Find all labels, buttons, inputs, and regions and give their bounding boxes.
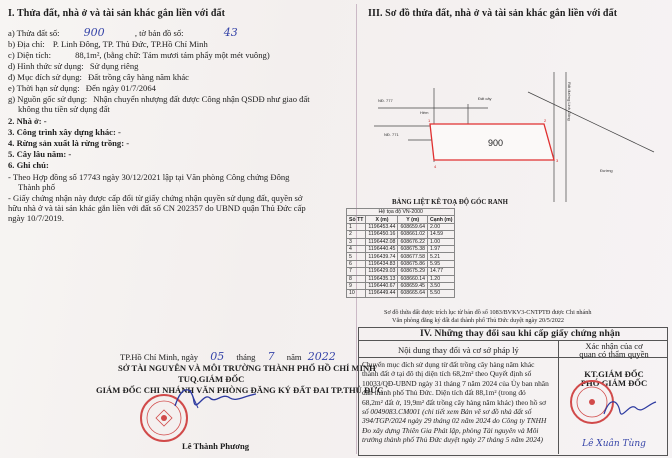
- forest-line: 4. Rừng sản xuất là rừng trồng: -: [8, 138, 130, 148]
- map-road-far: Đường: [600, 168, 613, 173]
- origin-line-2: không thu tiền sử dụng đất: [18, 104, 110, 114]
- table-cell: 5.95: [427, 260, 454, 267]
- map-road-right: Rất đường Linh Đông: [567, 82, 572, 121]
- table-row: [347, 282, 455, 289]
- table-cell: 5: [347, 253, 366, 260]
- issue-date-line: TP.Hồ Chí Minh, ngày 05 tháng 7 năm 2022: [120, 350, 336, 363]
- map-note: Đất cây: [478, 96, 492, 101]
- note-line-5: ngày 10/7/2019.: [8, 213, 64, 223]
- coord-col-header: X (m): [366, 216, 398, 223]
- table-cell: 608661.02: [398, 231, 428, 238]
- changes-line: dân thành phố Thủ Đức. Diện tích đất 88,1m² (trong đó: [362, 388, 526, 398]
- table-cell: 1196429.03: [366, 268, 398, 275]
- col-content-header: Nội dung thay đổi và cơ sở pháp lý: [398, 345, 519, 355]
- changes-content: [362, 360, 556, 445]
- note-line-3: - Giấy chứng nhận này được cấp đổi từ giấy chứng nhận quyền sử dụng đất, quyền sở: [8, 193, 303, 203]
- table-cell: 1196453.44: [366, 223, 398, 230]
- map-road-left: Hẻm: [420, 110, 429, 115]
- map-caption-1: Sơ đồ thửa đất được trích lục từ bản đồ số 1083/BVKV3-CNTPTĐ được Chi nhánh: [384, 309, 592, 316]
- changes-line: số 0049083.CM001 (chi tiết xem Bản vẽ sơ đồ nhà đất số: [362, 407, 532, 417]
- changes-line: Đo xây dựng Thiên Gia Phát lập, phòng Tài nguyên và Môi: [362, 425, 539, 435]
- coord-table: [346, 208, 455, 298]
- confirm-title-2: PHÓ GIÁM ĐỐC: [580, 378, 648, 388]
- table-cell: 1.97: [427, 245, 454, 252]
- signature-right: [600, 390, 660, 424]
- table-row: [347, 231, 455, 238]
- changes-line: 10033/QĐ-UBND ngày 31 tháng 7 năm 2024 của Ủy ban nhân: [362, 378, 549, 388]
- table-cell: 1196450.16: [366, 231, 398, 238]
- changes-line: trường thành phố Thủ Đức duyệt ngày 27 tháng 5 năm 2024): [362, 435, 543, 445]
- table-cell: 608676.22: [398, 238, 428, 245]
- svg-text:2: 2: [544, 118, 547, 123]
- parcel-line: a) Thửa đất số: 900 , tờ bản đồ số: 43: [8, 26, 238, 39]
- changes-line: Chuyển mục đích sử dụng từ đất trồng cây hàng năm khác: [362, 360, 535, 369]
- term-line: e) Thời hạn sử dụng: Đến ngày 01/7/2064: [8, 83, 156, 93]
- usage-form-line: d) Hình thức sử dụng: Sử dụng riêng: [8, 61, 139, 71]
- table-cell: 608659.45: [398, 282, 428, 289]
- table-cell: 608659.64: [398, 223, 428, 230]
- table-cell: 2.00: [427, 223, 454, 230]
- table-cell: 5.50: [427, 290, 454, 297]
- table-cell: 608660.14: [398, 275, 428, 282]
- table-cell: 1196440.45: [366, 245, 398, 252]
- table-cell: 1196434.83: [366, 260, 398, 267]
- table-row: [347, 268, 455, 275]
- table-cell: 1196440.67: [366, 282, 398, 289]
- coord-col-header: Số TT: [347, 216, 366, 223]
- table-cell: 8: [347, 275, 366, 282]
- table-cell: 608675.29: [398, 268, 428, 275]
- table-cell: 2: [347, 231, 366, 238]
- table-cell: 1196449.44: [366, 290, 398, 297]
- dept-name: SỞ TÀI NGUYÊN VÀ MÔI TRƯỜNG THÀNH PHỐ HỒ CHÍ MINH: [118, 363, 376, 373]
- signature-left: [170, 378, 260, 418]
- table-cell: 5.21: [427, 253, 454, 260]
- coord-col-header: Y (m): [398, 216, 428, 223]
- table-cell: 3: [347, 238, 366, 245]
- changes-line: 394/TGP/2024 ngày 29 tháng 02 năm 2024 do Công ty TNHH: [362, 416, 547, 426]
- table-cell: 3.50: [427, 282, 454, 289]
- table-cell: 6: [347, 260, 366, 267]
- table-cell: 608675.38: [398, 245, 428, 252]
- coord-table-sub: Hệ tọa độ VN-2000: [347, 209, 455, 216]
- note-line-1: - Theo Hợp đồng số 17743 ngày 30/12/2021 lập tại Văn phòng Công chứng Đông: [8, 172, 290, 182]
- svg-text:1: 1: [428, 118, 431, 123]
- svg-text:4: 4: [434, 164, 437, 169]
- table-row: [347, 238, 455, 245]
- changes-line: thành đất ở tại đô thị diện tích 68,2m² theo Quyết định số: [362, 369, 532, 379]
- table-row: [347, 245, 455, 252]
- table-cell: 1196442.08: [366, 238, 398, 245]
- area-line: c) Diện tích: 88,1m², (bằng chữ: Tám mươi tám phẩy một mét vuông): [8, 50, 270, 60]
- table-cell: 1196435.13: [366, 275, 398, 282]
- changes-line: 68,2m² đất ở, 19,9m² đất trồng cây hàng năm khác) theo hồ sơ: [362, 397, 547, 407]
- note-line-2: Thành phố: [18, 182, 55, 192]
- map-caption-2: Văn phòng đăng ký đất đai thành phố Thủ Đức duyệt ngày 20/5/2022: [392, 317, 564, 324]
- director-title: GIÁM ĐỐC CHI NHÁNH VĂN PHÒNG ĐĂNG KÝ ĐẤT ĐAI TP.THỦ ĐỨC: [96, 385, 384, 395]
- table-cell: 10: [347, 290, 366, 297]
- coord-table-title: BẢNG LIỆT KÊ TOẠ ĐỘ GÓC RANH: [392, 199, 508, 206]
- coord-col-header: Cạnh (m): [427, 216, 454, 223]
- col-confirm-header-1: Xác nhận của cơ: [585, 341, 643, 351]
- table-row: [347, 260, 455, 267]
- map-parcel-number: 900: [488, 138, 504, 148]
- purpose-line: đ) Mục đích sử dụng: Đất trồng cây hàng năm khác: [8, 72, 189, 82]
- col-confirm-header-2: quan có thẩm quyền: [579, 349, 649, 359]
- house-line: 2. Nhà ở: -: [8, 116, 47, 126]
- parcel-map: [368, 22, 668, 204]
- table-row: [347, 275, 455, 282]
- changes-col-divider: [558, 340, 559, 454]
- trees-line: 5. Cây lâu năm: -: [8, 149, 72, 159]
- table-cell: 14.77: [427, 268, 454, 275]
- delegation: TUQ.GIÁM ĐỐC: [178, 374, 245, 384]
- section-3-title: III. Sơ đồ thửa đất, nhà ở và tài sản khác gắn liền với đất: [368, 8, 618, 19]
- table-cell: 1.00: [427, 238, 454, 245]
- section-1-title: I. Thửa đất, nhà ở và tài sản khác gắn liền với đất: [8, 8, 226, 19]
- table-cell: 608675.86: [398, 260, 428, 267]
- svg-text:3: 3: [556, 158, 559, 163]
- signer-name: Lê Thành Phương: [182, 441, 250, 451]
- table-cell: 7: [347, 268, 366, 275]
- map-lot-left: NĐ. 771: [384, 132, 399, 137]
- table-cell: 1.20: [427, 275, 454, 282]
- table-cell: 1196439.74: [366, 253, 398, 260]
- table-cell: 14.59: [427, 231, 454, 238]
- note-line-4: hữu nhà ở và tài sản khác gắn liền với đất số CN 202357 do UBND quận Thủ Đức cấp: [8, 203, 306, 213]
- origin-line: g) Nguồn gốc sử dụng: Nhận chuyển nhượng đất được Công nhận QSDĐ như giao đất: [8, 94, 310, 104]
- map-lot-top: NĐ. 777: [378, 98, 393, 103]
- confirm-signer: Lê Xuân Tùng: [582, 439, 646, 449]
- address-line: b) Địa chỉ: P. Linh Đông, TP. Thủ Đức, TP.Hồ Chí Minh: [8, 39, 208, 49]
- table-row: [347, 290, 455, 297]
- notes-heading: 6. Ghi chú:: [8, 160, 49, 170]
- table-row: [347, 253, 455, 260]
- section-4-title: IV. Những thay đổi sau khi cấp giấy chứng nhận: [420, 329, 621, 339]
- table-cell: 608677.58: [398, 253, 428, 260]
- table-row: [347, 223, 455, 230]
- table-cell: 9: [347, 282, 366, 289]
- table-cell: 4: [347, 245, 366, 252]
- table-cell: 608665.64: [398, 290, 428, 297]
- table-cell: 1: [347, 223, 366, 230]
- works-line: 3. Công trình xây dựng khác: -: [8, 127, 121, 137]
- confirm-title-1: KT.GIÁM ĐỐC: [584, 369, 644, 379]
